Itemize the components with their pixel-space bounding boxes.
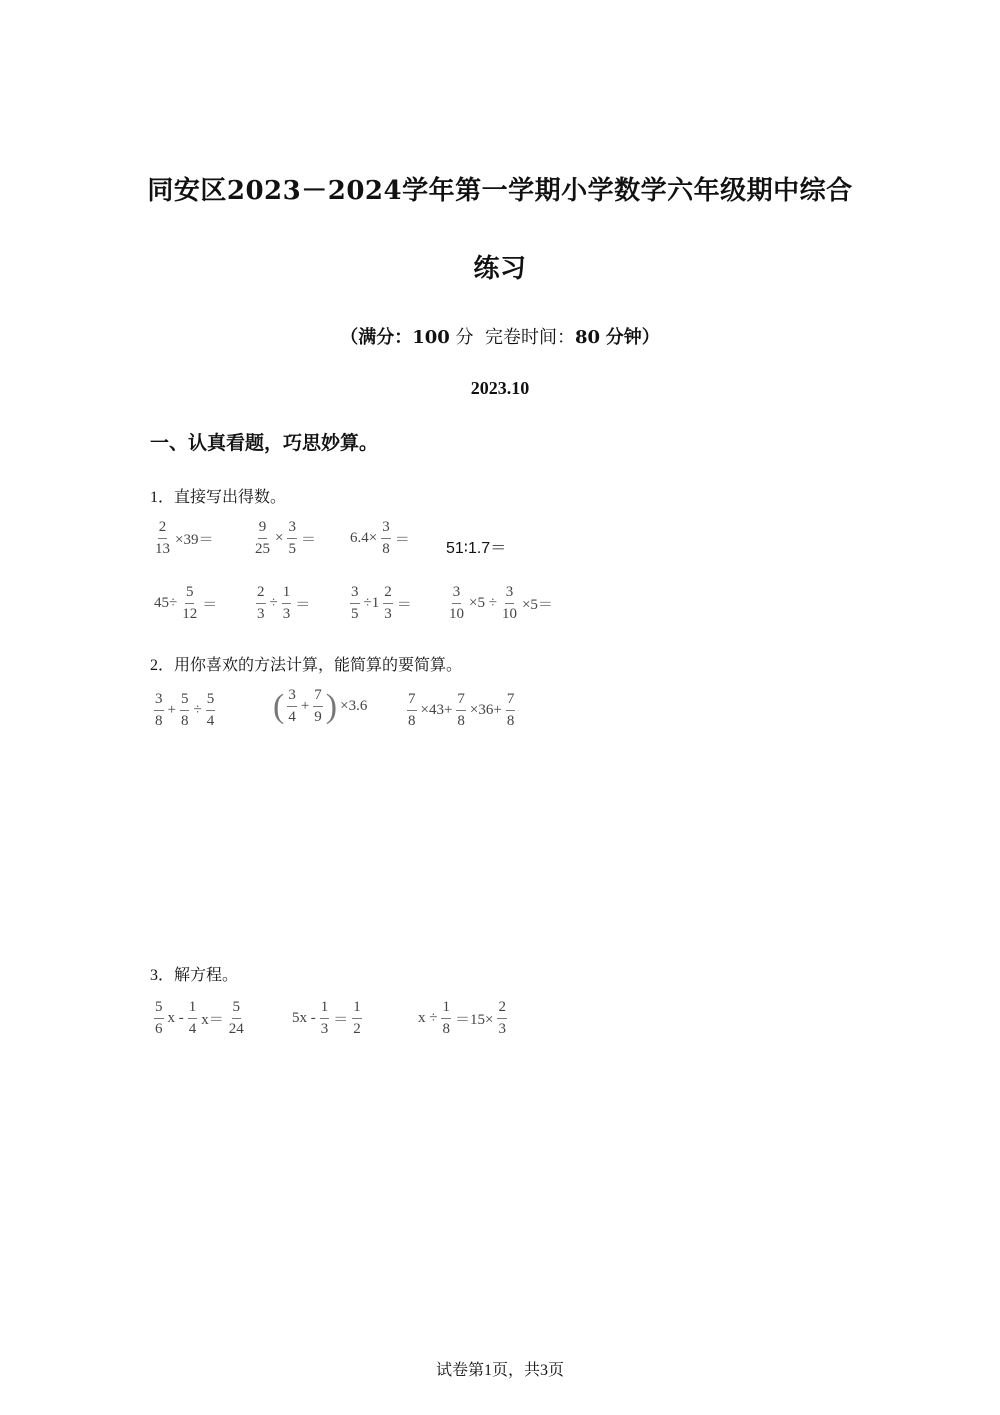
score-unit: 分: [455, 327, 474, 348]
question1-number: 1．: [150, 489, 175, 506]
fraction: $\frac{5}{6}$: [155, 999, 163, 1037]
question1-label: [150, 484, 286, 507]
fraction: $\frac{7}{8}$: [506, 691, 515, 729]
q3-expr-1: $\frac{5}{6}$ x - $\frac{1}{4}$ x＝ $\frac{5}{24}$: [155, 999, 244, 1037]
question3-text: 解方程。: [174, 965, 239, 984]
fraction: $\frac{7}{9}$: [314, 687, 322, 725]
time-value: 80: [574, 327, 601, 348]
question2-label: [150, 652, 462, 675]
exam-meta: [0, 323, 1000, 349]
question2-text: 用你喜欢的方法计算，能简算的要简算。: [174, 655, 463, 674]
fraction: $\frac{2}{3}$: [257, 584, 265, 622]
score-prefix: （满分：: [340, 327, 413, 348]
q3-expr-3: x ÷ $\frac{1}{8}$ ＝15× $\frac{2}{3}$: [418, 999, 506, 1037]
fraction: $\frac{3}{8}$: [155, 691, 163, 729]
question3-label: [150, 962, 238, 985]
q1-expr-8: $\frac{3}{10}$ ×5 ÷ $\frac{3}{10}$ ×5＝: [449, 584, 553, 622]
fraction: $\frac{3}{5}$: [288, 519, 296, 557]
question2-number: 2．: [150, 657, 175, 674]
fraction: $\frac{1}{3}$: [282, 584, 291, 622]
q2-expr-2: ( $\frac{3}{4}$ + $\frac{7}{9}$ ) ×3.6: [273, 687, 368, 725]
question3-number: 3．: [150, 967, 175, 984]
fraction: $\frac{1}{3}$: [320, 999, 329, 1037]
fraction: $\frac{1}{4}$: [188, 999, 197, 1037]
page-footer: 试卷第1页，共3页: [435, 1360, 565, 1379]
fraction: $\frac{3}{10}$: [449, 584, 464, 622]
score-value: 100: [412, 327, 450, 348]
fraction: $\frac{3}{10}$: [501, 584, 517, 622]
time-label: 完卷时间：: [484, 327, 575, 348]
q3-expr-2: 5x - $\frac{1}{3}$ ＝ $\frac{1}{2}$: [292, 999, 361, 1037]
q1-expr-4: 51∶1.7＝: [446, 540, 507, 557]
exam-title-line1: 同安区2023－2024学年第一学期小学数学六年级期中综合: [147, 176, 853, 206]
fraction: $\frac{3}{8}$: [382, 519, 390, 557]
fraction: $\frac{2}{3}$: [384, 584, 392, 622]
section1-title: 一、认真看题，巧思妙算。: [150, 432, 379, 454]
q1-expr-5: 45÷ $\frac{5}{12}$ ＝: [154, 584, 218, 622]
footer-total-pages: 3: [540, 1362, 548, 1379]
fraction: $\frac{7}{8}$: [408, 691, 416, 729]
fraction: $\frac{5}{24}$: [228, 999, 244, 1037]
fraction: $\frac{1}{8}$: [442, 999, 450, 1037]
fraction: $\frac{7}{8}$: [457, 691, 465, 729]
fraction: $\frac{3}{4}$: [288, 687, 296, 725]
q2-expr-1: $\frac{3}{8}$ + $\frac{5}{8}$ ÷ $\frac{5}{4}$: [155, 691, 215, 729]
fraction: $\frac{5}{8}$: [180, 691, 189, 729]
q1-expr-1: $\frac{2}{13}$ ×39＝: [155, 519, 214, 557]
q1-expr-6: $\frac{2}{3}$ ÷ $\frac{1}{3}$ ＝: [257, 584, 311, 622]
fraction: $\frac{3}{5}$: [351, 584, 359, 622]
time-unit: 分钟）: [605, 327, 660, 348]
exam-title-line2: 练习: [473, 254, 527, 284]
fraction: $\frac{1}{2}$: [353, 999, 361, 1037]
fraction: $\frac{2}{3}$: [498, 999, 506, 1037]
fraction: $\frac{5}{12}$: [182, 584, 198, 622]
fraction: $\frac{5}{4}$: [206, 691, 215, 729]
q1-expr-3: 6.4× $\frac{3}{8}$ ＝: [350, 519, 410, 557]
fraction: $\frac{2}{13}$: [155, 519, 170, 557]
question1-text: 直接写出得数。: [174, 487, 287, 506]
q2-expr-3: $\frac{7}{8}$ ×43+ $\frac{7}{8}$ ×36+ $\frac{7}{8}$: [408, 691, 515, 729]
footer-page-number: 1: [483, 1362, 492, 1379]
exam-date: 2023.10: [470, 378, 530, 398]
q1-expr-7: $\frac{3}{5}$ ÷1 $\frac{2}{3}$ ＝: [351, 584, 412, 622]
q1-expr-2: $\frac{9}{25}$ × $\frac{3}{5}$ ＝: [255, 519, 316, 557]
fraction: $\frac{9}{25}$: [255, 519, 270, 557]
